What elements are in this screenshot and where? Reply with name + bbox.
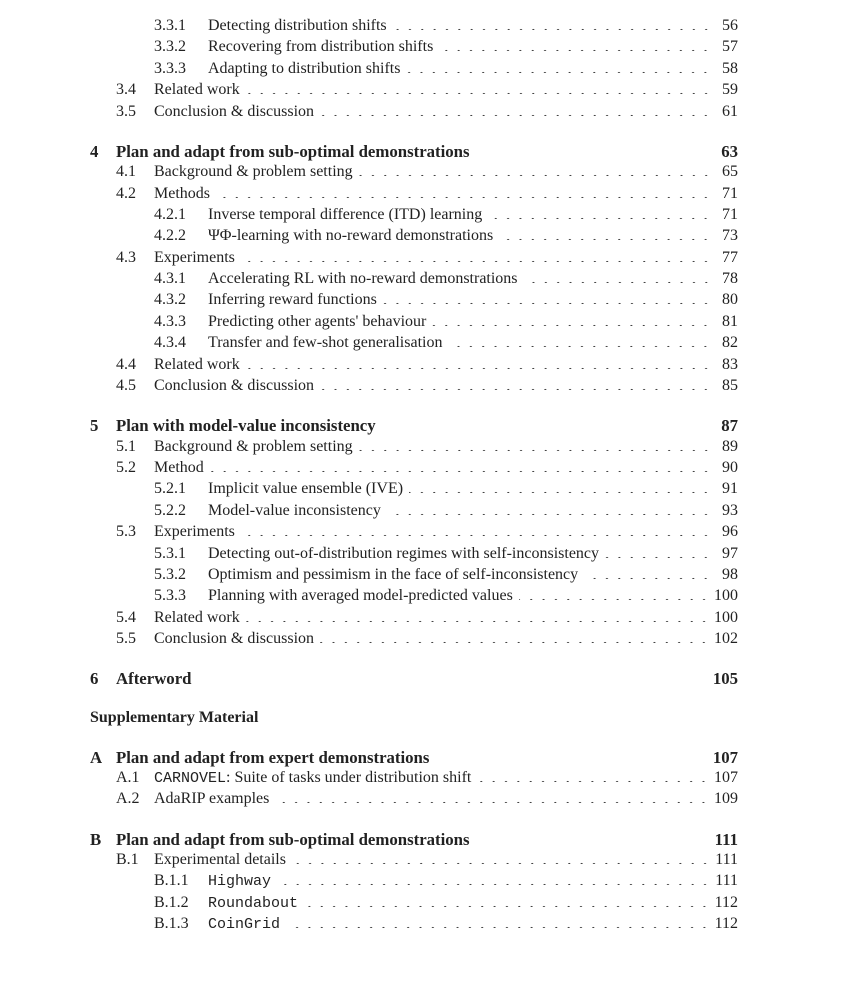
toc-entry-section[interactable] bbox=[90, 249, 738, 270]
page-number: 56 bbox=[722, 17, 738, 34]
entry-title bbox=[208, 480, 409, 498]
dot-leader bbox=[476, 153, 712, 157]
entry-title-text: Detecting distribution shifts bbox=[208, 17, 387, 34]
entry-title-text: Experiments bbox=[154, 248, 235, 266]
entry-title bbox=[208, 206, 488, 224]
toc-entry-subsection[interactable] bbox=[90, 894, 738, 915]
page-number: 100 bbox=[714, 608, 738, 626]
page-number: 107 bbox=[712, 747, 738, 767]
entry-title-code: CARNOVEL bbox=[154, 770, 227, 788]
entry-number: 5.3 bbox=[116, 523, 136, 541]
entry-title bbox=[208, 915, 286, 933]
toc-entry-subsection[interactable] bbox=[90, 587, 738, 608]
toc-entry-chapter[interactable] bbox=[90, 748, 738, 769]
entry-title-text: Conclusion & discussion bbox=[154, 630, 315, 648]
toc-entry-chapter[interactable] bbox=[90, 830, 738, 851]
toc-entry-subsection[interactable] bbox=[90, 313, 738, 334]
dot-leader bbox=[435, 759, 708, 763]
entry-title-text: Plan and adapt from sub-optimal demonstrations bbox=[116, 829, 470, 849]
dot-leader bbox=[432, 322, 712, 326]
entry-title-text: Inferring reward functions bbox=[208, 291, 377, 309]
entry-title-text: Detecting out-of-distribution regimes with self-inconsistency bbox=[208, 544, 600, 562]
entry-title-text: AdaRIP examples bbox=[154, 790, 270, 808]
page-number: 85 bbox=[722, 377, 738, 395]
dot-leader bbox=[320, 386, 712, 390]
page-number: 81 bbox=[722, 312, 738, 330]
entry-number: B bbox=[90, 829, 102, 849]
page-number: 73 bbox=[722, 227, 738, 245]
toc-entry-subsection[interactable] bbox=[90, 480, 738, 501]
page-number: 90 bbox=[722, 459, 738, 477]
toc-entry-section[interactable] bbox=[90, 163, 738, 184]
entry-title bbox=[154, 459, 210, 477]
toc-entry-subsection[interactable] bbox=[90, 502, 738, 523]
entry-title-text: Background & problem setting bbox=[154, 437, 353, 455]
dot-leader bbox=[448, 343, 712, 347]
entry-title-text: Plan and adapt from expert demonstrations bbox=[116, 747, 430, 767]
entry-number: 5.5 bbox=[116, 630, 136, 648]
entry-title-text: Optimism and pessimism in the face of self-inconsistency bbox=[208, 565, 579, 583]
entry-title bbox=[208, 60, 406, 78]
dot-leader bbox=[241, 532, 712, 536]
dot-leader bbox=[246, 365, 712, 369]
entry-title-text: Related work bbox=[154, 355, 240, 373]
entry-title bbox=[208, 545, 605, 563]
entry-title bbox=[154, 790, 275, 808]
page-number: 91 bbox=[722, 480, 738, 498]
entry-title bbox=[154, 438, 359, 456]
entry-title bbox=[154, 769, 477, 787]
dot-leader bbox=[241, 258, 712, 262]
entry-title-text: Supplementary Material bbox=[90, 708, 259, 726]
entry-title bbox=[116, 142, 476, 162]
toc-entry-subsection[interactable] bbox=[90, 566, 738, 587]
page-number: 96 bbox=[722, 523, 738, 541]
page-number: 83 bbox=[722, 355, 738, 373]
entry-title bbox=[116, 669, 197, 689]
dot-leader bbox=[292, 860, 711, 864]
page-number: 97 bbox=[722, 544, 738, 562]
entry-number: 4.3.1 bbox=[154, 270, 186, 288]
entry-title-text: Experimental details bbox=[154, 851, 286, 869]
toc-entry-section[interactable] bbox=[90, 523, 738, 544]
toc-entry-section[interactable] bbox=[90, 377, 738, 398]
entry-number: B.1 bbox=[116, 851, 139, 869]
dot-leader bbox=[197, 680, 708, 684]
entry-title bbox=[154, 630, 320, 648]
entry-title-text: Conclusion & discussion bbox=[154, 377, 315, 395]
entry-number: A bbox=[90, 747, 103, 767]
entry-title bbox=[208, 502, 387, 520]
entry-title-text: Plan with model-value inconsistency bbox=[116, 416, 376, 436]
entry-number: B.1.2 bbox=[154, 893, 189, 911]
dot-leader bbox=[286, 924, 711, 928]
entry-title bbox=[90, 709, 264, 727]
toc-entry-section[interactable] bbox=[90, 790, 738, 811]
entry-title-text: ΨΦ-learning with no-reward demonstrations bbox=[208, 227, 494, 245]
toc-entry-section[interactable] bbox=[90, 185, 738, 206]
dot-leader bbox=[382, 427, 712, 431]
entry-number: 4.2 bbox=[116, 184, 136, 202]
page-number: 107 bbox=[714, 769, 738, 787]
page-number: 59 bbox=[722, 81, 738, 99]
dot-leader bbox=[320, 112, 712, 116]
toc-entry-subsection[interactable] bbox=[90, 270, 738, 291]
entry-number: 3.5 bbox=[116, 102, 136, 120]
entry-title-text: Method bbox=[154, 459, 204, 477]
entry-title bbox=[208, 587, 519, 605]
dot-leader bbox=[477, 778, 710, 782]
dot-leader bbox=[519, 596, 710, 600]
dot-leader bbox=[304, 903, 711, 907]
entry-title-code: Roundabout bbox=[208, 894, 299, 912]
entry-title bbox=[154, 185, 216, 203]
entry-number: A.1 bbox=[116, 769, 140, 787]
toc-entry-subsection[interactable] bbox=[90, 291, 738, 312]
dot-leader bbox=[320, 639, 710, 643]
entry-number: 3.3.2 bbox=[154, 38, 186, 56]
entry-title-text: Related work bbox=[154, 81, 240, 99]
toc-entry-subsection[interactable] bbox=[90, 60, 738, 81]
page-number: 100 bbox=[714, 587, 738, 605]
dot-leader bbox=[383, 300, 712, 304]
toc-entry-chapter[interactable] bbox=[90, 669, 738, 690]
dot-leader bbox=[216, 194, 712, 198]
page-number: 61 bbox=[722, 102, 738, 120]
dot-leader bbox=[476, 841, 711, 845]
page-number: 112 bbox=[714, 915, 738, 933]
entry-title-text: Predicting other agents' behaviour bbox=[208, 312, 427, 330]
entry-title bbox=[208, 313, 432, 331]
entry-title bbox=[208, 227, 499, 245]
entry-number: 5.3.3 bbox=[154, 587, 186, 605]
dot-leader bbox=[277, 881, 711, 885]
entry-title-text: Planning with averaged model-predicted values bbox=[208, 587, 513, 605]
page-number: 102 bbox=[714, 630, 738, 648]
entry-title-text: Conclusion & discussion bbox=[154, 102, 315, 120]
dot-leader bbox=[409, 489, 712, 493]
entry-title bbox=[154, 163, 359, 181]
page-number: 71 bbox=[722, 184, 738, 202]
entry-number: 4.3 bbox=[116, 248, 136, 266]
entry-title bbox=[154, 103, 320, 121]
entry-number: 4.3.2 bbox=[154, 291, 186, 309]
toc-entry-section[interactable] bbox=[90, 459, 738, 480]
entry-number: 5.2 bbox=[116, 459, 136, 477]
page-number: 111 bbox=[715, 872, 738, 890]
entry-title-text: Accelerating RL with no-reward demonstrations bbox=[208, 270, 518, 288]
entry-number: 5.2.2 bbox=[154, 501, 186, 519]
entry-number: 5.2.1 bbox=[154, 480, 186, 498]
entry-title-code: CoinGrid bbox=[208, 916, 281, 934]
page-number: 105 bbox=[712, 669, 738, 689]
page-number: 93 bbox=[722, 501, 738, 519]
entry-number: 4.1 bbox=[116, 163, 136, 181]
entry-title-text: Transfer and few-shot generalisation bbox=[208, 334, 443, 352]
entry-number: 5.3.2 bbox=[154, 565, 186, 583]
entry-title-code: Highway bbox=[208, 873, 272, 891]
toc-entry-subsection[interactable] bbox=[90, 206, 738, 227]
toc-entry-section[interactable] bbox=[90, 81, 738, 102]
entry-title-text: Implicit value ensemble (IVE) bbox=[208, 480, 404, 498]
page-number: 98 bbox=[722, 565, 738, 583]
dot-leader bbox=[393, 26, 712, 30]
page-number: 111 bbox=[714, 829, 738, 849]
entry-title bbox=[154, 356, 246, 374]
entry-title-text: : Suite of tasks under distribution shift bbox=[226, 769, 472, 787]
entry-number: 4 bbox=[90, 141, 99, 161]
entry-title bbox=[208, 270, 524, 288]
entry-number: 4.2.2 bbox=[154, 227, 186, 245]
entry-title-text: Recovering from distribution shifts bbox=[208, 38, 434, 56]
toc-entry-section[interactable] bbox=[90, 103, 738, 124]
page-number: 109 bbox=[714, 790, 738, 808]
toc-entry-subsection[interactable] bbox=[90, 227, 738, 248]
page-number: 111 bbox=[715, 851, 738, 869]
entry-number: 4.3.3 bbox=[154, 312, 186, 330]
toc-entry-section[interactable] bbox=[90, 609, 738, 630]
entry-number: 3.3.1 bbox=[154, 17, 186, 34]
entry-number: B.1.3 bbox=[154, 915, 189, 933]
dot-leader bbox=[406, 69, 712, 73]
toc-entry-subsection[interactable] bbox=[90, 334, 738, 355]
page-number: 71 bbox=[722, 205, 738, 223]
entry-number: 5.1 bbox=[116, 437, 136, 455]
toc-entry-section[interactable] bbox=[90, 851, 738, 872]
toc-entry-section[interactable] bbox=[90, 438, 738, 459]
page-number: 57 bbox=[722, 38, 738, 56]
page-number: 82 bbox=[722, 334, 738, 352]
entry-title bbox=[154, 377, 320, 395]
entry-number: 3.3.3 bbox=[154, 59, 186, 77]
entry-title-text: Experiments bbox=[154, 523, 235, 541]
page-number: 80 bbox=[722, 291, 738, 309]
dot-leader bbox=[275, 799, 710, 803]
page-number: 78 bbox=[722, 270, 738, 288]
toc-entry-chapter[interactable] bbox=[90, 142, 738, 163]
entry-number: 3.4 bbox=[116, 81, 136, 99]
page-number: 65 bbox=[722, 163, 738, 181]
toc-entry-subsection[interactable] bbox=[90, 915, 738, 936]
entry-number: 4.2.1 bbox=[154, 205, 186, 223]
entry-title bbox=[154, 609, 246, 627]
entry-title bbox=[116, 748, 435, 768]
entry-title-text: Adapting to distribution shifts bbox=[208, 59, 401, 77]
dot-leader bbox=[387, 511, 712, 515]
page-number: 112 bbox=[714, 893, 738, 911]
entry-number: 4.4 bbox=[116, 355, 136, 373]
entry-title bbox=[154, 81, 246, 99]
toc-entry-section[interactable] bbox=[90, 356, 738, 377]
entry-title bbox=[208, 38, 439, 56]
entry-title-text: Inverse temporal difference (ITD) learning bbox=[208, 205, 483, 223]
entry-number: A.2 bbox=[116, 790, 140, 808]
toc-entry-subsection[interactable] bbox=[90, 38, 738, 59]
page-number: 77 bbox=[722, 248, 738, 266]
dot-leader bbox=[584, 575, 712, 579]
toc-entry-section[interactable] bbox=[90, 769, 738, 790]
toc-entry-subsection[interactable] bbox=[90, 872, 738, 893]
entry-title bbox=[154, 851, 292, 869]
toc-entry-heading[interactable] bbox=[90, 709, 738, 730]
entry-number: 4.5 bbox=[116, 377, 136, 395]
entry-title bbox=[116, 830, 476, 850]
dot-leader bbox=[524, 279, 712, 283]
dot-leader bbox=[439, 47, 712, 51]
entry-title bbox=[208, 872, 277, 890]
table-of-contents bbox=[90, 17, 738, 937]
dot-leader bbox=[488, 215, 712, 219]
entry-title-text: Plan and adapt from sub-optimal demonstrations bbox=[116, 141, 470, 161]
dot-leader bbox=[605, 554, 712, 558]
entry-number: 4.3.4 bbox=[154, 334, 186, 352]
entry-number: B.1.1 bbox=[154, 872, 189, 890]
page-number: 87 bbox=[721, 416, 738, 436]
entry-number: 5.3.1 bbox=[154, 544, 186, 562]
entry-title-text: Model-value inconsistency bbox=[208, 501, 381, 519]
entry-title-text: Background & problem setting bbox=[154, 163, 353, 181]
page-number: 89 bbox=[722, 437, 738, 455]
dot-leader bbox=[210, 468, 712, 472]
entry-title-text: Afterword bbox=[116, 669, 192, 689]
entry-number: 5.4 bbox=[116, 608, 136, 626]
page-number: 63 bbox=[721, 141, 738, 161]
dot-leader bbox=[359, 447, 712, 451]
entry-title bbox=[208, 566, 584, 584]
entry-number: 6 bbox=[90, 669, 99, 689]
entry-title bbox=[154, 523, 241, 541]
entry-title bbox=[154, 249, 241, 267]
dot-leader bbox=[246, 90, 712, 94]
toc-entry-section[interactable] bbox=[90, 630, 738, 651]
entry-title bbox=[208, 291, 383, 309]
entry-title-text: Methods bbox=[154, 184, 210, 202]
page-number: 58 bbox=[722, 59, 738, 77]
dot-leader bbox=[246, 618, 710, 622]
dot-leader bbox=[499, 236, 712, 240]
entry-title bbox=[208, 894, 304, 912]
entry-title bbox=[116, 416, 382, 436]
toc-entry-chapter[interactable] bbox=[90, 416, 738, 437]
entry-title bbox=[208, 334, 448, 352]
toc-entry-subsection[interactable] bbox=[90, 545, 738, 566]
entry-title bbox=[208, 17, 393, 35]
dot-leader bbox=[359, 172, 712, 176]
toc-entry-subsection[interactable] bbox=[90, 17, 738, 38]
entry-number: 5 bbox=[90, 416, 99, 436]
entry-title-text: Related work bbox=[154, 608, 240, 626]
